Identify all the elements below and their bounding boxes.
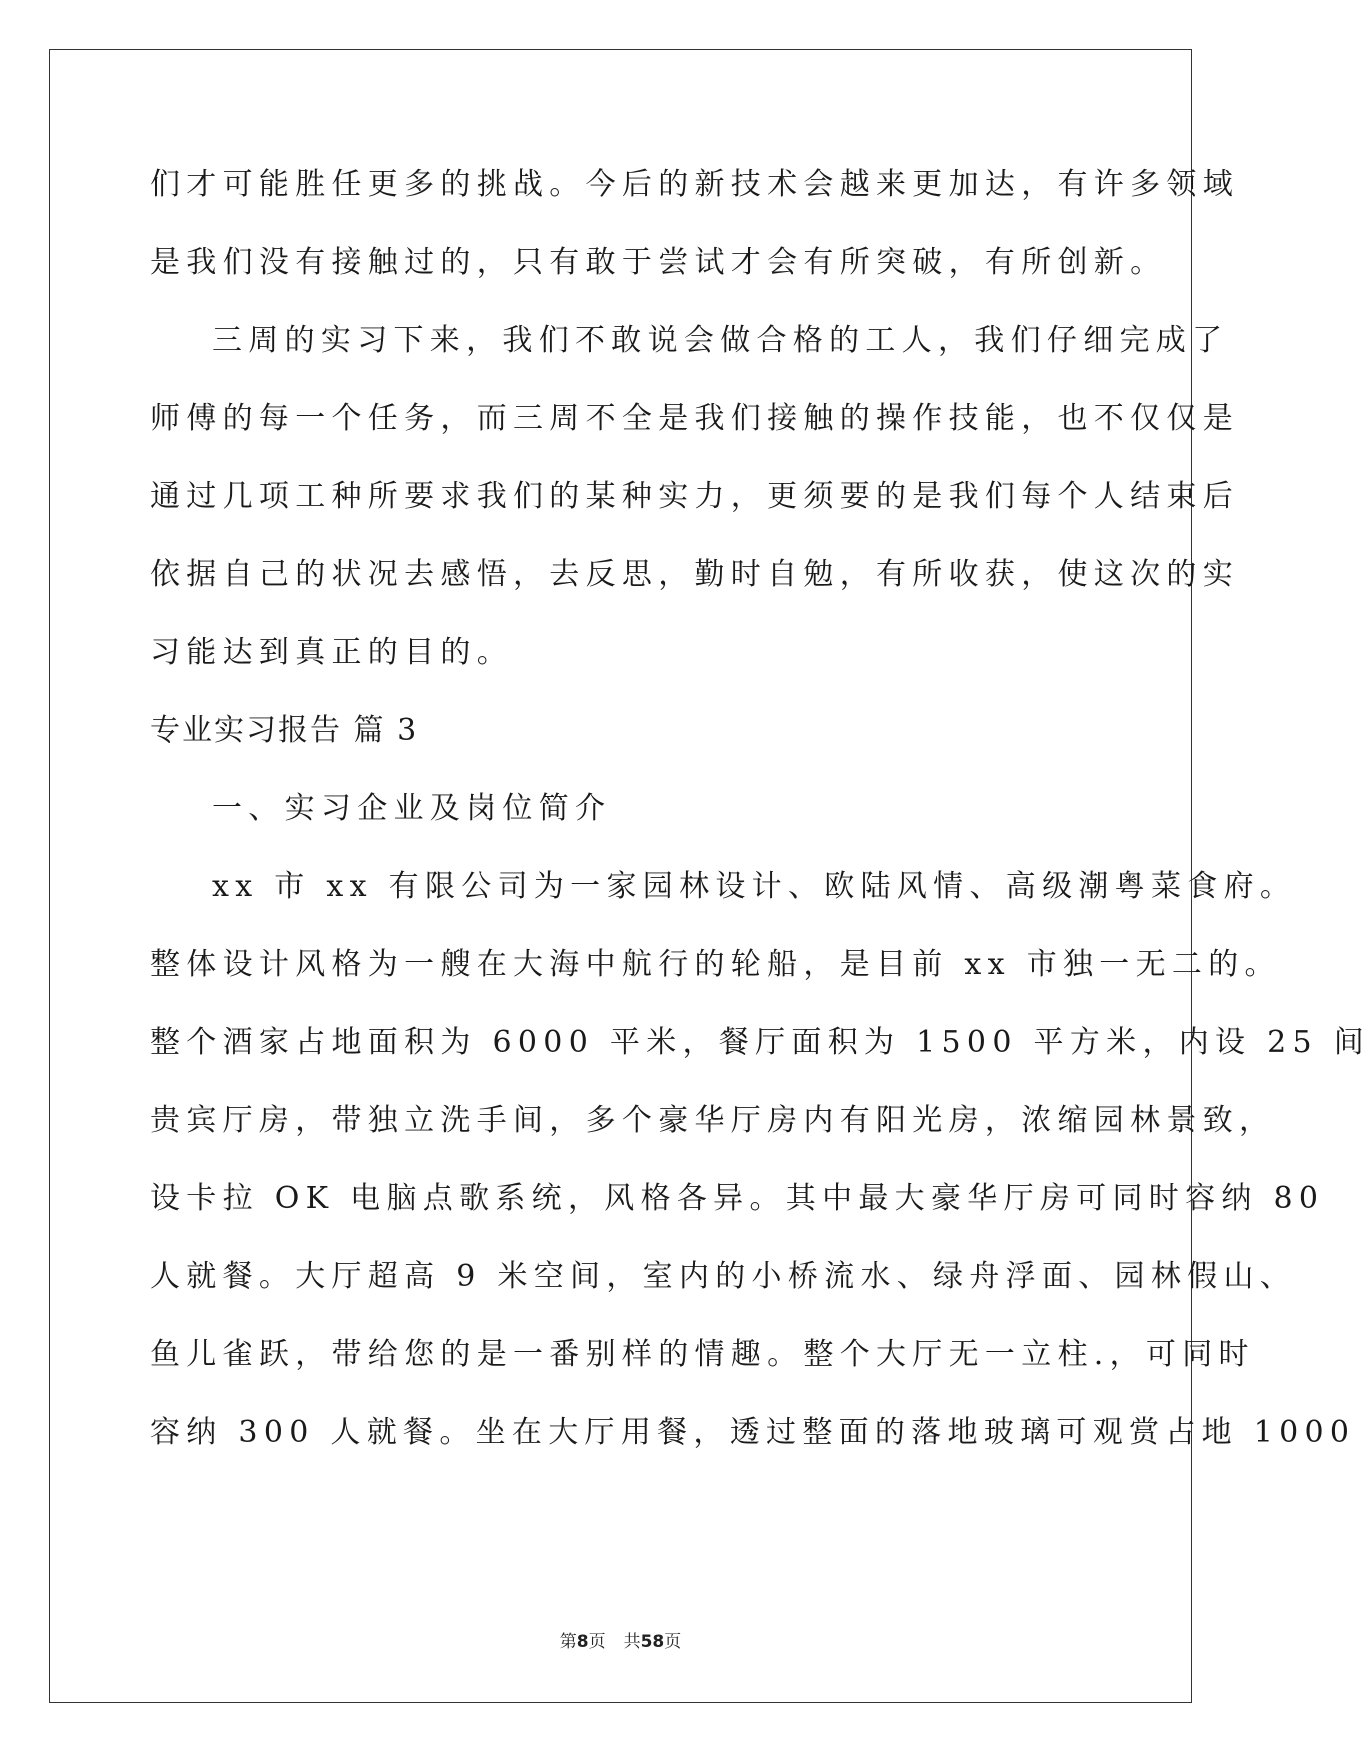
footer-total-suffix: 页 bbox=[664, 1632, 682, 1652]
footer-page-suffix: 页 bbox=[588, 1632, 606, 1652]
text-line: 容纳 300 人就餐。坐在大厅用餐，透过整面的落地玻璃可观赏占地 1000 bbox=[150, 1415, 1356, 1450]
text-line: 整体设计风格为一艘在大海中航行的轮船，是目前 xx 市独一无二的。 bbox=[150, 947, 1281, 982]
subsection-heading: 一、实习企业及岗位简介 bbox=[212, 791, 612, 826]
section-heading: 专业实习报告 篇 3 bbox=[150, 713, 419, 748]
footer-prefix: 第 bbox=[559, 1632, 577, 1652]
page-number: 8 bbox=[576, 1632, 589, 1652]
text-line: 师傅的每一个任务，而三周不全是我们接触的操作技能，也不仅仅是 bbox=[150, 401, 1239, 436]
text-line: 设卡拉 OK 电脑点歌系统，风格各异。其中最大豪华厅房可同时容纳 80 bbox=[150, 1181, 1325, 1216]
text-line: 们才可能胜任更多的挑战。今后的新技术会越来更加达，有许多领域 bbox=[150, 167, 1239, 202]
text-line: 习能达到真正的目的。 bbox=[150, 635, 513, 670]
text-line: 整个酒家占地面积为 6000 平米，餐厅面积为 1500 平方米，内设 25 间 bbox=[150, 1025, 1370, 1060]
total-pages: 58 bbox=[640, 1632, 665, 1652]
text-line: 通过几项工种所要求我们的某种实力，更须要的是我们每个人结束后 bbox=[150, 479, 1239, 514]
footer-total-prefix: 共 bbox=[623, 1632, 641, 1652]
text-line: 依据自己的状况去感悟，去反思，勤时自勉，有所收获，使这次的实 bbox=[150, 557, 1239, 592]
text-line: 鱼儿雀跃，带给您的是一番别样的情趣。整个大厅无一立柱.，可同时 bbox=[150, 1337, 1255, 1372]
text-line: 三周的实习下来，我们不敢说会做合格的工人，我们仔细完成了 bbox=[212, 323, 1229, 358]
page-footer bbox=[0, 1627, 1241, 1652]
text-line: 贵宾厅房，带独立洗手间，多个豪华厅房内有阳光房，浓缩园林景致， bbox=[150, 1103, 1276, 1138]
text-line: 人就餐。大厅超高 9 米空间，室内的小桥流水、绿舟浮面、园林假山、 bbox=[150, 1259, 1297, 1294]
text-line: 是我们没有接触过的，只有敢于尝试才会有所突破，有所创新。 bbox=[150, 245, 1167, 280]
text-line: xx 市 xx 有限公司为一家园林设计、欧陆风情、高级潮粤菜食府。 bbox=[212, 869, 1297, 904]
